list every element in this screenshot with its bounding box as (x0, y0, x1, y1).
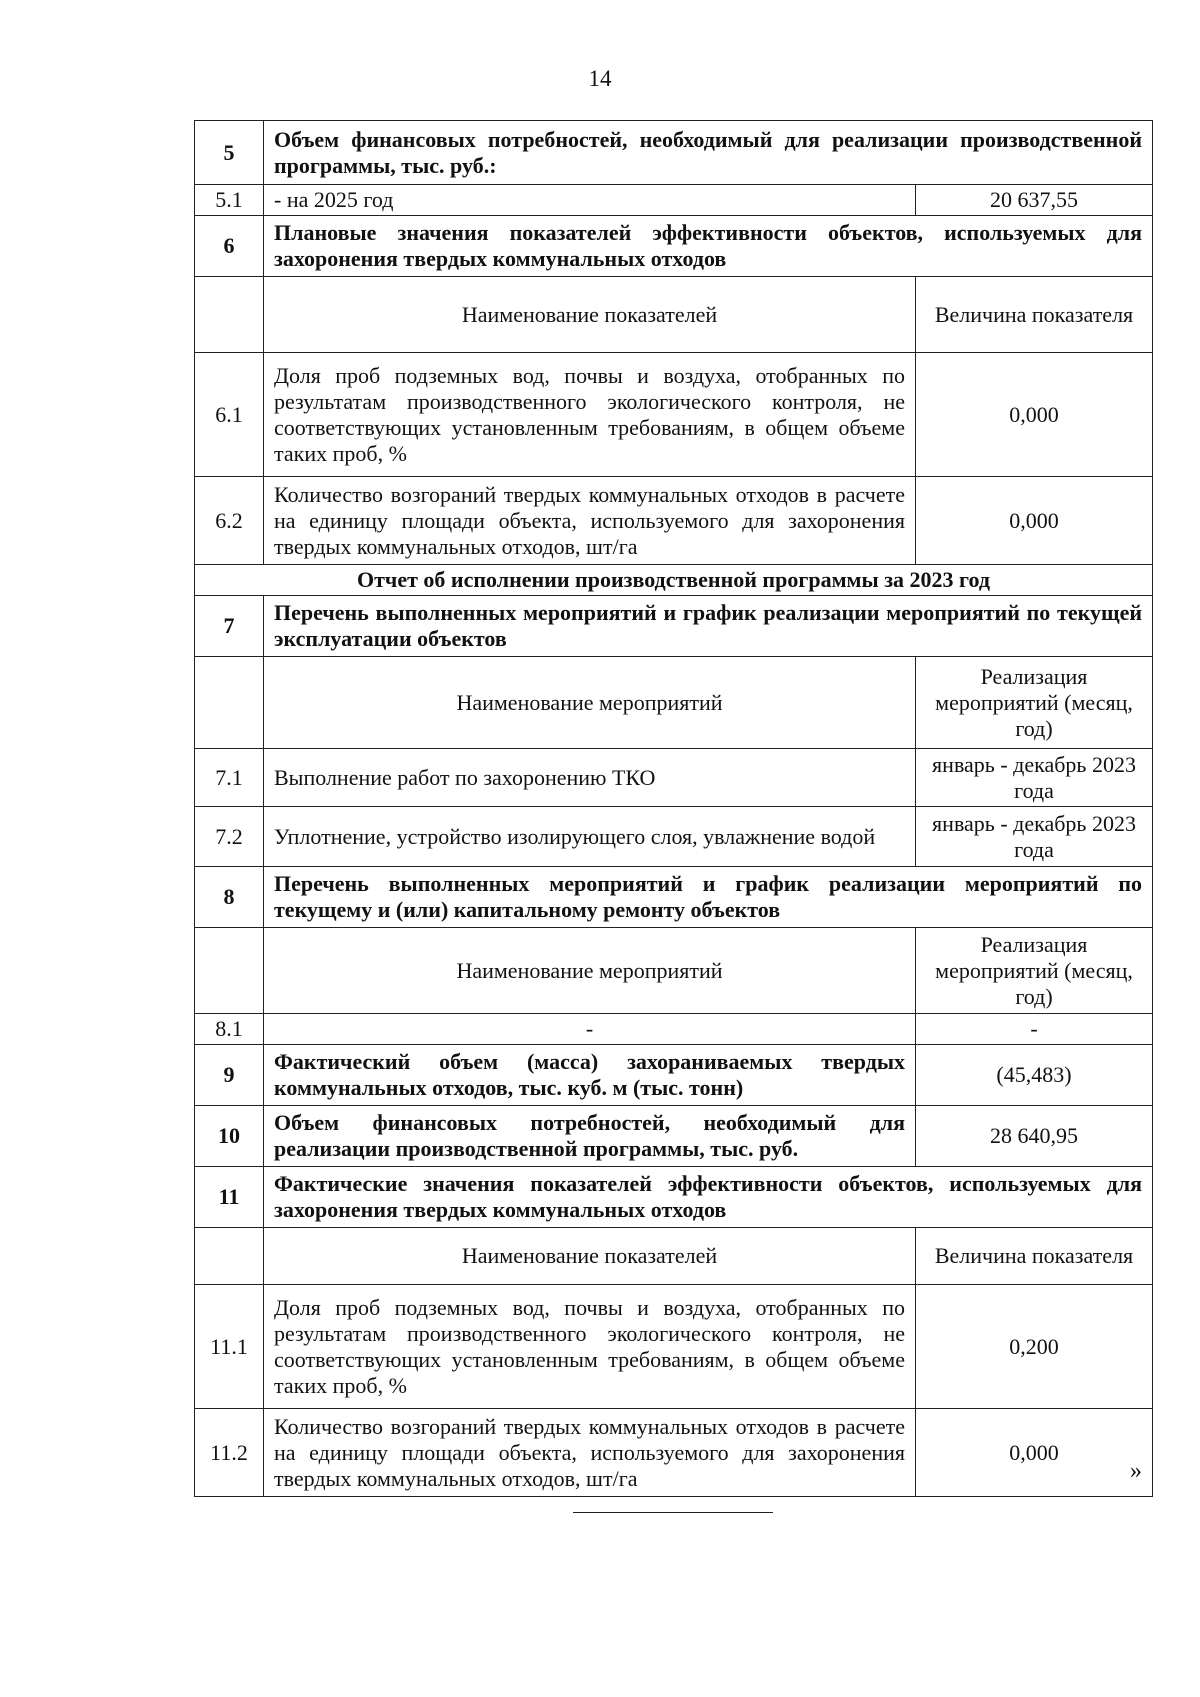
section-title: Объем финансовых потребностей, необходимый для реализации производственной программы, тыс. руб.: (264, 121, 1153, 185)
section-title: Перечень выполненных мероприятий и график реализации мероприятий по текущей эксплуатации объектов (264, 596, 1153, 657)
column-header-value: Реализация мероприятий (месяц, год) (916, 657, 1153, 749)
row-value: 0,000 (916, 477, 1153, 565)
row-number: 5 (195, 121, 264, 185)
row-value: 0,000 (916, 353, 1153, 477)
row-number: 7.2 (195, 807, 264, 867)
row-text: Выполнение работ по захоронению ТКО (264, 749, 916, 807)
row-text: - на 2025 год (264, 185, 916, 216)
row-number: 5.1 (195, 185, 264, 216)
table-row (195, 185, 1153, 216)
row-text: Количество возгораний твердых коммунальных отходов в расчете на единицу площади объекта, используемого для захоронения твердых коммунальных отходов, шт/га (264, 477, 916, 565)
row-text: Доля проб подземных вод, почвы и воздуха, отобранных по результатам производственного экологического контроля, не соответствующих установленным требованиям, в общем объеме таких проб, % (264, 353, 916, 477)
column-header-name: Наименование показателей (264, 277, 916, 353)
closing-quote: » (1130, 1458, 1142, 1484)
table-row (195, 477, 1153, 565)
row-text: Количество возгораний твердых коммунальных отходов в расчете на единицу площади объекта, используемого для захоронения твердых коммунальных отходов, шт/га (264, 1409, 916, 1497)
row-number: 11.2 (195, 1409, 264, 1497)
table-row (195, 807, 1153, 867)
row-number (195, 1228, 264, 1285)
row-value: 20 637,55 (916, 185, 1153, 216)
row-value: январь - декабрь 2023 года (916, 749, 1153, 807)
section-title: Плановые значения показателей эффективности объектов, используемых для захоронения твердых коммунальных отходов (264, 216, 1153, 277)
row-number: 11 (195, 1167, 264, 1228)
row-number (195, 657, 264, 749)
column-header-value: Величина показателя (916, 277, 1153, 353)
row-number: 10 (195, 1106, 264, 1167)
row-text: Уплотнение, устройство изолирующего слоя, увлажнение водой (264, 807, 916, 867)
column-header-name: Наименование мероприятий (264, 928, 916, 1014)
column-header-name: Наименование показателей (264, 1228, 916, 1285)
row-number: 7.1 (195, 749, 264, 807)
table-row (195, 928, 1153, 1014)
row-number: 9 (195, 1045, 264, 1106)
row-value: 0,000 (916, 1409, 1153, 1497)
row-text: Объем финансовых потребностей, необходимый для реализации производственной программы, тыс. руб. (264, 1106, 916, 1167)
row-number: 6.2 (195, 477, 264, 565)
row-number: 6.1 (195, 353, 264, 477)
section-title: Перечень выполненных мероприятий и график реализации мероприятий по текущему и (или) капитальному ремонту объектов (264, 867, 1153, 928)
row-value: 28 640,95 (916, 1106, 1153, 1167)
row-text: Доля проб подземных вод, почвы и воздуха, отобранных по результатам производственного экологического контроля, не соответствующих установленным требованиям, в общем объеме таких проб, % (264, 1285, 916, 1409)
row-number: 7 (195, 596, 264, 657)
row-value: (45,483) (916, 1045, 1153, 1106)
table-row (195, 216, 1153, 277)
report-title: Отчет об исполнении производственной программы за 2023 год (195, 565, 1153, 596)
row-number (195, 928, 264, 1014)
row-number: 8 (195, 867, 264, 928)
table-row (195, 1409, 1153, 1497)
table-row (195, 749, 1153, 807)
table-row (195, 657, 1153, 749)
table-row (195, 565, 1153, 596)
row-value: - (916, 1014, 1153, 1045)
row-number: 6 (195, 216, 264, 277)
end-divider (573, 1512, 773, 1513)
table-row (195, 1014, 1153, 1045)
row-value: январь - декабрь 2023 года (916, 807, 1153, 867)
row-number: 8.1 (195, 1014, 264, 1045)
table-row (195, 1106, 1153, 1167)
table-row (195, 1285, 1153, 1409)
row-value: 0,200 (916, 1285, 1153, 1409)
table-row (195, 353, 1153, 477)
table-row (195, 1045, 1153, 1106)
row-text: Фактический объем (масса) захораниваемых твердых коммунальных отходов, тыс. куб. м (тыс. тонн) (264, 1045, 916, 1106)
column-header-name: Наименование мероприятий (264, 657, 916, 749)
table-row (195, 596, 1153, 657)
row-text: - (264, 1014, 916, 1045)
row-number (195, 277, 264, 353)
column-header-value: Реализация мероприятий (месяц, год) (916, 928, 1153, 1014)
column-header-value: Величина показателя (916, 1228, 1153, 1285)
section-title: Фактические значения показателей эффективности объектов, используемых для захоронения твердых коммунальных отходов (264, 1167, 1153, 1228)
table-row (195, 867, 1153, 928)
table-row (195, 1228, 1153, 1285)
table-row (195, 277, 1153, 353)
page-number: 14 (588, 66, 612, 91)
row-number: 11.1 (195, 1285, 264, 1409)
table-row (195, 121, 1153, 185)
table-row (195, 1167, 1153, 1228)
production-program-table (194, 120, 1153, 1497)
